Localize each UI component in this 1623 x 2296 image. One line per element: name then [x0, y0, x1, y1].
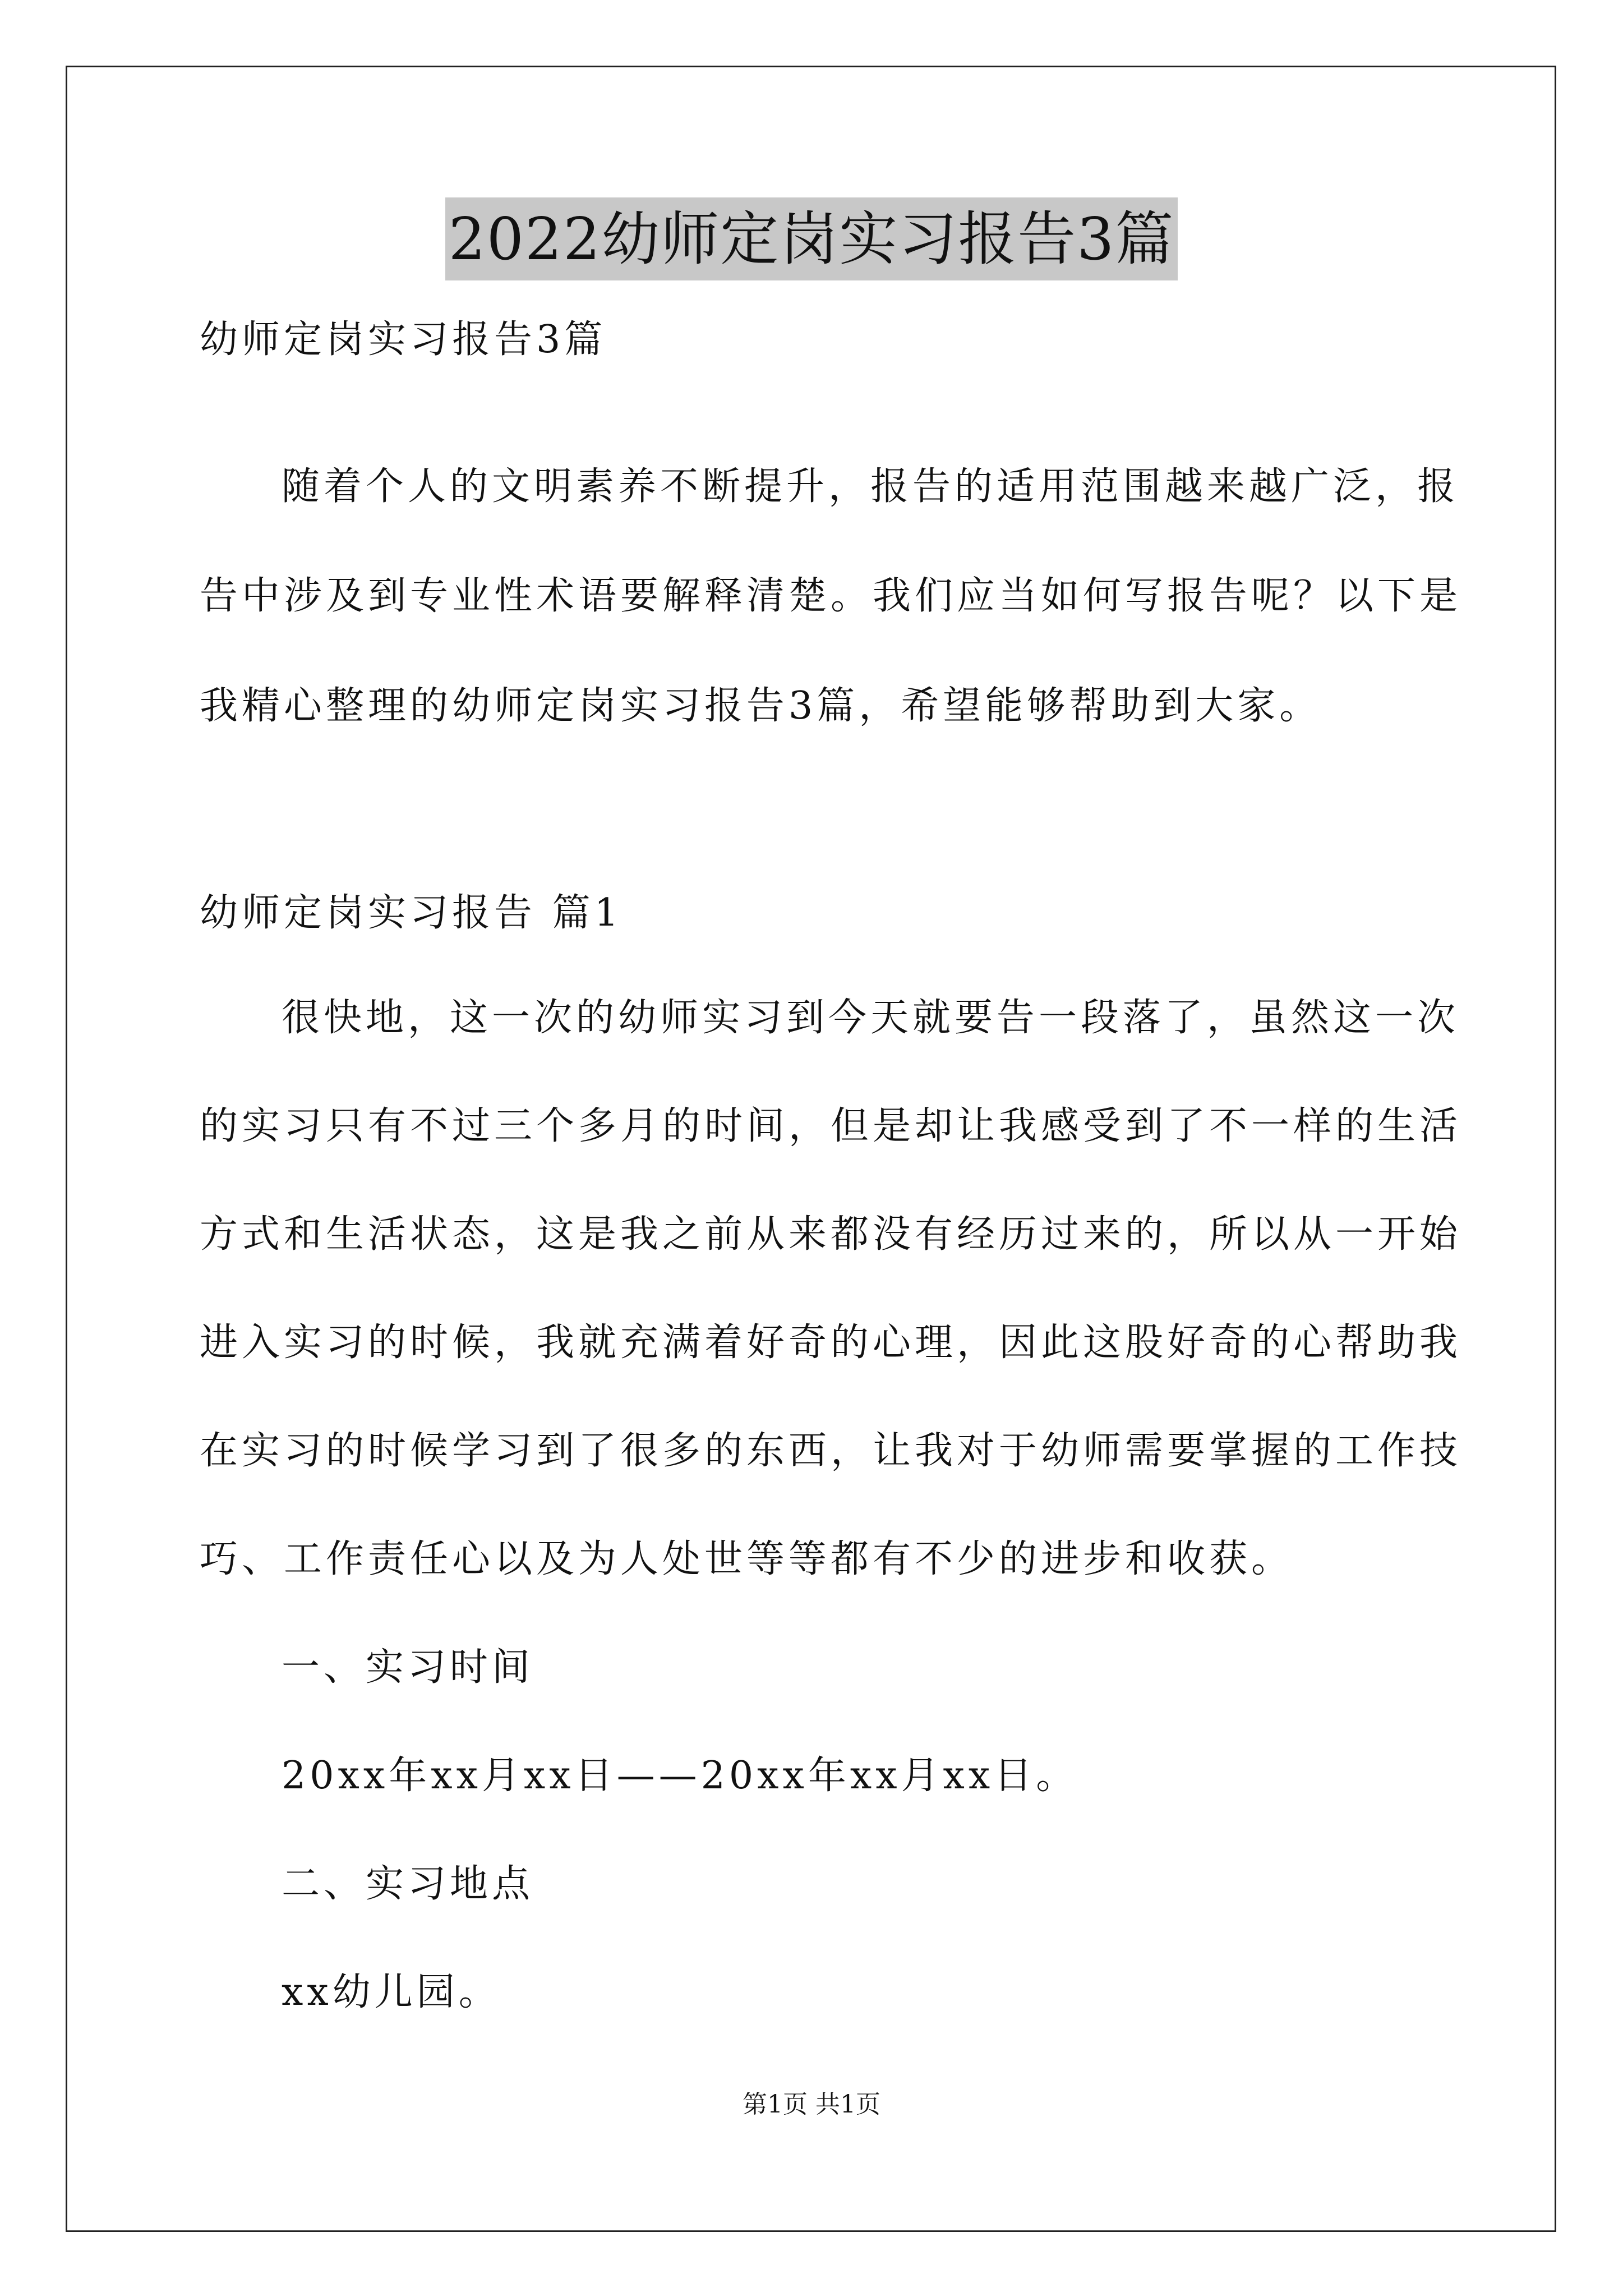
body-line: 方式和生活状态，这是我之前从来都没有经历过来的，所以从一开始: [200, 1212, 1462, 1257]
intro-line: 随着个人的文明素养不断提升，报告的适用范围越来越广泛，报: [282, 464, 1460, 509]
body-line: 在实习的时候学习到了很多的东西，让我对于幼师需要掌握的工作技: [200, 1429, 1462, 1473]
internship-location: xx幼儿园。: [282, 1970, 501, 2014]
item-heading-location: 二、实习地点: [282, 1862, 534, 1906]
body-line: 的实习只有不过三个多月的时间，但是却让我感受到了不一样的生活: [200, 1104, 1462, 1148]
document-title: 2022幼师定岗实习报告3篇: [445, 197, 1178, 280]
body-line: 很快地，这一次的幼师实习到今天就要告一段落了，虽然这一次: [282, 996, 1460, 1040]
body-line: 进入实习的时候，我就充满着好奇的心理，因此这股好奇的心帮助我: [200, 1320, 1462, 1365]
body-line: 巧、工作责任心以及为人处世等等都有不少的进步和收获。: [200, 1537, 1294, 1581]
item-heading-time: 一、实习时间: [282, 1645, 534, 1690]
page-footer: 第1页 共1页: [743, 2090, 880, 2119]
internship-dates: 20xx年xx月xx日——20xx年xx月xx日。: [282, 1754, 1078, 1798]
intro-line: 我精心整理的幼师定岗实习报告3篇，希望能够帮助到大家。: [200, 684, 1322, 728]
title-container: [0, 197, 1623, 280]
intro-line: 告中涉及到专业性术语要解释清楚。我们应当如何写报告呢？以下是: [200, 574, 1462, 618]
document-subtitle: 幼师定岗实习报告3篇: [200, 318, 607, 362]
section-heading: 幼师定岗实习报告 篇1: [200, 891, 623, 935]
